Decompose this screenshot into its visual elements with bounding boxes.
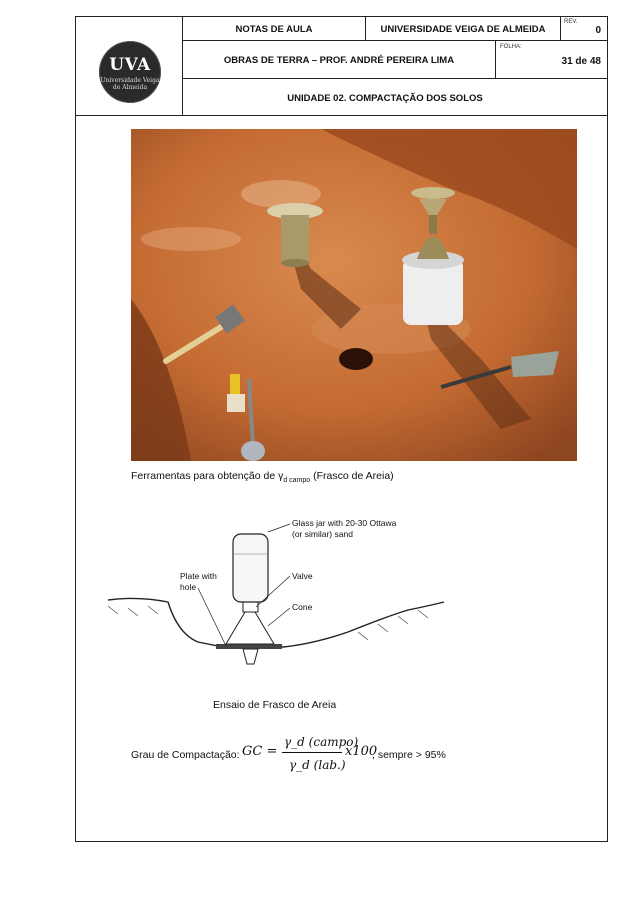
label-plate: Plate with bbox=[180, 571, 217, 581]
logo-text: UVA bbox=[109, 55, 151, 75]
photo-caption bbox=[131, 470, 394, 484]
folha-label: FOLHA: bbox=[500, 44, 522, 50]
rev-cell bbox=[561, 17, 607, 41]
photo-caption-suffix: (Frasco de Areia) bbox=[310, 470, 394, 482]
unit-title: UNIDADE 02. COMPACTAÇÃO DOS SOLOS bbox=[287, 93, 483, 104]
header-table bbox=[76, 17, 607, 116]
unit-cell bbox=[183, 79, 607, 116]
university-name: UNIVERSIDADE VEIGA DE ALMEIDA bbox=[380, 24, 546, 35]
formula-suffix: , sempre > 95% bbox=[372, 749, 446, 761]
uva-logo bbox=[99, 41, 161, 103]
label-valve: Valve bbox=[292, 571, 313, 581]
university-cell bbox=[366, 17, 561, 41]
label-jar-2: (or similar) sand bbox=[292, 529, 353, 539]
photo-caption-prefix: Ferramentas para obtenção de γ bbox=[131, 470, 284, 482]
logo-subtitle: Universidade Veiga de Almeida bbox=[100, 77, 160, 91]
folha-value: 31 de 48 bbox=[561, 56, 601, 67]
formula-label: Grau de Compactação: bbox=[131, 749, 240, 761]
rev-label: REV. bbox=[564, 19, 578, 25]
fraction-bar bbox=[282, 752, 342, 753]
notes-cell bbox=[183, 17, 366, 41]
formula-multiplier: x100 bbox=[345, 744, 378, 759]
label-plate-2: hole bbox=[180, 582, 197, 592]
photo-caption-sub: d campo bbox=[283, 477, 311, 485]
diagram-caption: Ensaio de Frasco de Areia bbox=[213, 699, 337, 711]
formula-lhs: GC = bbox=[242, 744, 278, 759]
label-cone: Cone bbox=[292, 602, 313, 612]
tools-photo bbox=[131, 129, 577, 461]
label-jar: Glass jar with 20-30 Ottawa bbox=[292, 518, 397, 528]
folha-cell bbox=[496, 41, 607, 79]
course-cell bbox=[183, 41, 496, 79]
formula-denominator: γ_d (lab.) bbox=[289, 758, 346, 772]
formula-numerator: γ_d (campo) bbox=[284, 735, 359, 749]
course-title: OBRAS DE TERRA – PROF. ANDRÉ PEREIRA LIMA bbox=[223, 55, 455, 66]
logo-cell bbox=[76, 17, 183, 116]
sand-cone-diagram bbox=[108, 516, 448, 666]
notes-title: NOTAS DE AULA bbox=[235, 24, 313, 35]
rev-value: 0 bbox=[595, 25, 601, 36]
